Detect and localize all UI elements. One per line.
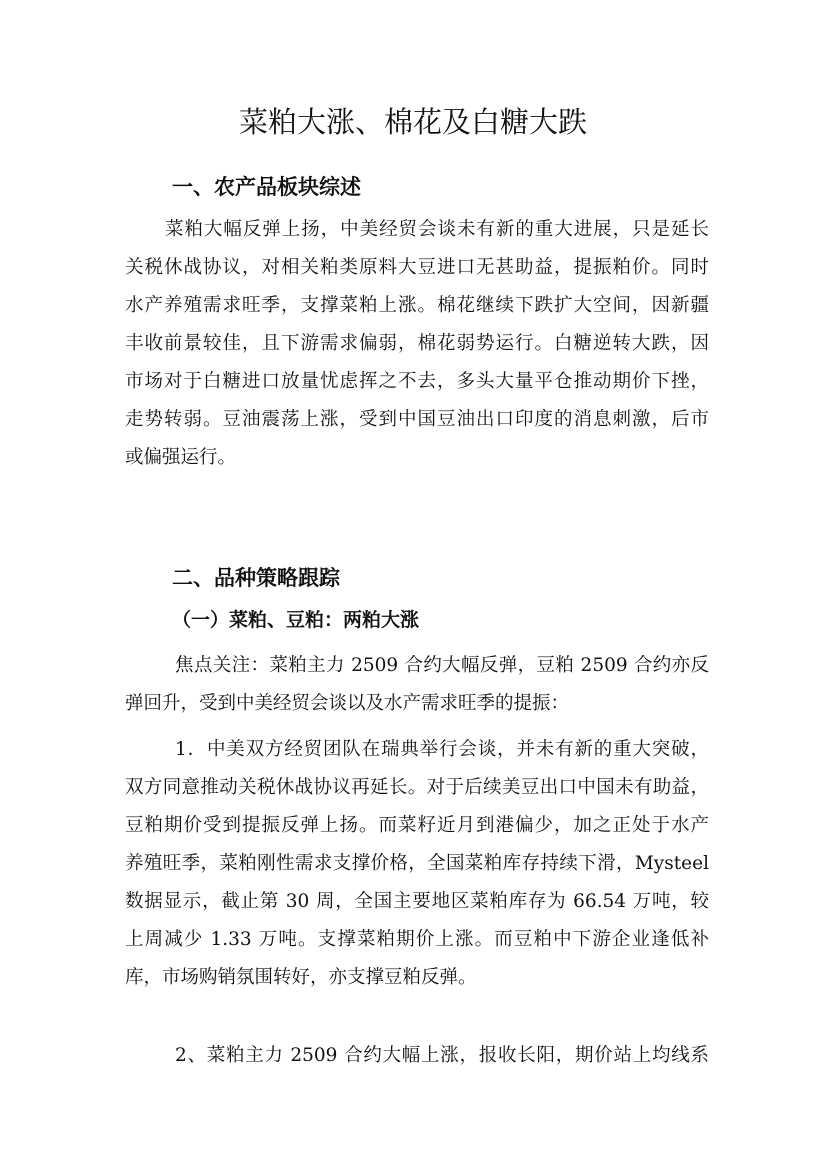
paragraph-line: 丰收前景较佳，且下游需求偏弱，棉花弱势运行。白糖逆转大跌，因: [125, 333, 709, 354]
paragraph-line: 库，市场购销氛围转好，亦支撑豆粕反弹。: [125, 967, 477, 988]
point2-paragraph: [125, 1037, 709, 1075]
paragraph-line: 市场对于白糖进口放量忧虑挥之不去，多头大量平仓推动期价下挫，: [125, 371, 709, 392]
paragraph-line: 水产养殖需求旺季，支撑菜粕上涨。棉花继续下跌扩大空间，因新疆: [125, 295, 709, 316]
paragraph-line: 1．中美双方经贸团队在瑞典举行会谈，并未有新的重大突破，: [175, 739, 709, 760]
paragraph-line: 弹回升，受到中美经贸会谈以及水产需求旺季的提振：: [125, 693, 570, 714]
paragraph-line: 焦点关注：菜粕主力 2509 合约大幅反弹，豆粕 2509 合约亦反: [175, 655, 709, 676]
paragraph-line: 养殖旺季，菜粕刚性需求支撑价格，全国菜粕库存持续下滑，Mysteel: [125, 853, 709, 874]
paragraph-line: 上周减少 1.33 万吨。支撑菜粕期价上涨。而豆粕中下游企业逢低补: [125, 929, 709, 950]
focus-paragraph: [125, 647, 709, 723]
point1-paragraph: [125, 731, 709, 997]
paragraph-line: 豆粕期价受到提振反弹上扬。而菜籽近月到港偏少，加之正处于水产: [125, 815, 709, 836]
paragraph-line: 走势转弱。豆油震荡上涨，受到中国豆油出口印度的消息刺激，后市: [125, 409, 709, 430]
paragraph-line: 数据显示，截止第 30 周，全国主要地区菜粕库存为 66.54 万吨，较: [125, 891, 709, 912]
section-heading-strategy: 二、品种策略跟踪: [172, 566, 340, 590]
paragraph-line: 2、菜粕主力 2509 合约大幅上涨，报收长阳，期价站上均线系: [175, 1045, 709, 1066]
paragraph-line: 关税休战协议，对相关粕类原料大豆进口无甚助益，提振粕价。同时: [125, 257, 709, 278]
paragraph-line: 双方同意推动关税休战协议再延长。对于后续美豆出口中国未有助益，: [125, 777, 709, 798]
document-title: 菜粕大涨、棉花及白糖大跌: [238, 105, 587, 139]
overview-paragraph: [125, 211, 709, 477]
subsection-heading-meal: （一）菜粕、豆粕：两粕大涨: [172, 609, 420, 631]
paragraph-line: 菜粕大幅反弹上扬，中美经贸会谈未有新的重大进展，只是延长: [165, 219, 709, 240]
section-heading-overview: 一、农产品板块综述: [172, 175, 361, 199]
paragraph-line: 或偏强运行。: [125, 447, 237, 468]
